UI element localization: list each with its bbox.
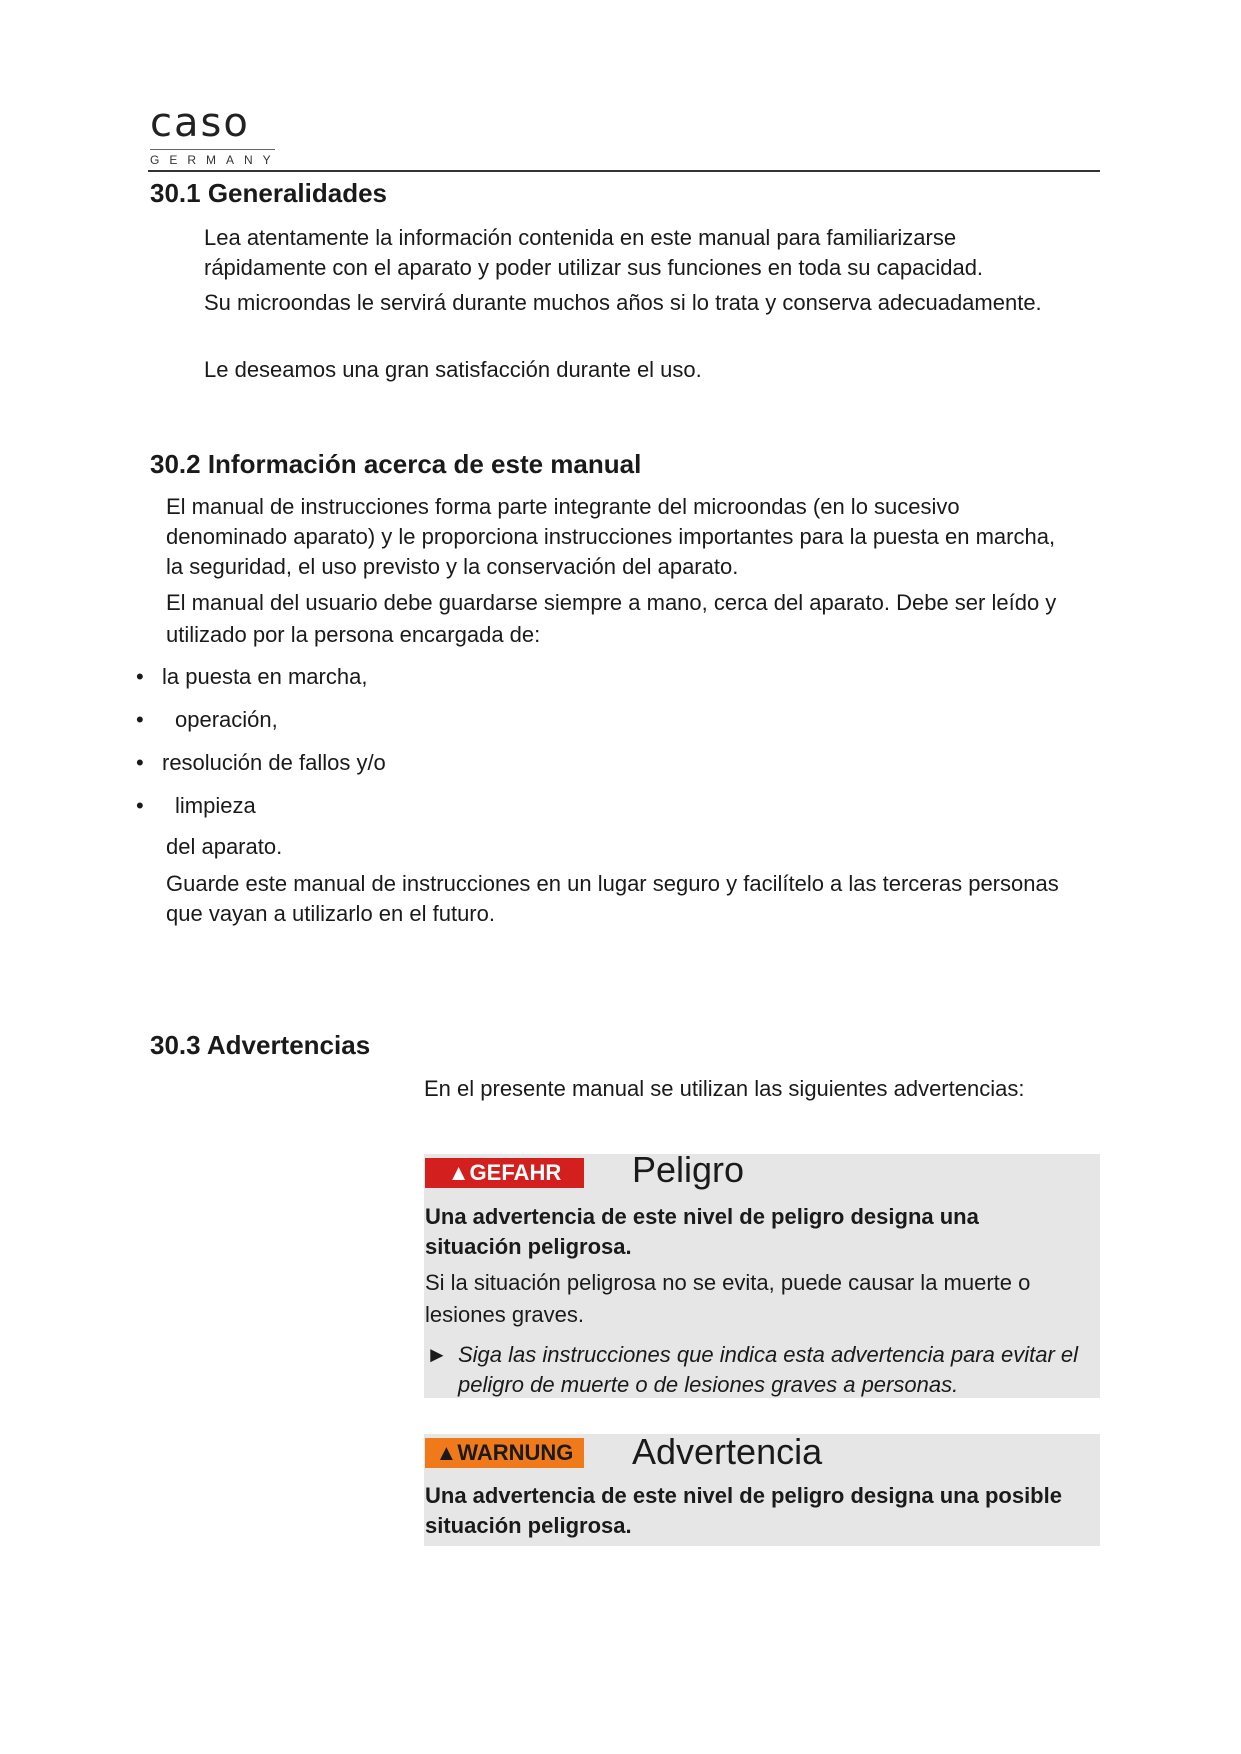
section-heading-informacion: 30.2 Información acerca de este manual xyxy=(150,449,642,479)
warning-box xyxy=(424,1431,1100,1546)
paragraph: El manual del usuario debe guardarse siempre a mano, cerca del aparato. Debe ser leído y utilizado por la persona encargada de: xyxy=(166,590,1057,647)
warning-description: Una advertencia de este nivel de peligro designa una posible situación peligrosa. xyxy=(425,1483,1062,1538)
logo-underline xyxy=(150,149,275,150)
warning-title: Advertencia xyxy=(632,1431,823,1472)
paragraph: En el presente manual se utilizan las siguientes advertencias: xyxy=(424,1076,1025,1101)
paragraph: Guarde este manual de instrucciones en un lugar seguro y facilítelo a las terceras personas que vayan a utilizarlo en el futuro. xyxy=(166,871,1059,926)
bullet-icon: • xyxy=(136,750,144,775)
header-rule xyxy=(148,170,1100,172)
paragraph: Le deseamos una gran satisfacción durante el uso. xyxy=(204,357,702,382)
bullet-icon: • xyxy=(136,793,144,818)
danger-instruction: Siga las instrucciones que indica esta advertencia para evitar el peligro de muerte o de lesiones graves a personas. xyxy=(458,1342,1079,1397)
arrow-icon: ► xyxy=(426,1342,448,1367)
danger-description: Una advertencia de este nivel de peligro designa una situación peligrosa. xyxy=(425,1204,979,1259)
warnung-sign: ▲WARNUNG xyxy=(425,1438,584,1468)
bullet-icon: • xyxy=(136,707,144,732)
danger-consequence: Si la situación peligrosa no se evita, puede causar la muerte o lesiones graves. xyxy=(425,1270,1031,1327)
paragraph: El manual de instrucciones forma parte integrante del microondas (en lo sucesivo denominado aparato) y le proporciona instrucciones importantes para la puesta en marcha, la seguridad, el uso previsto y la conservación del aparato. xyxy=(166,494,1056,579)
section-heading-generalidades: 30.1 Generalidades xyxy=(150,178,388,208)
danger-warning-box xyxy=(424,1149,1100,1398)
danger-title: Peligro xyxy=(632,1149,745,1190)
paragraph: del aparato. xyxy=(166,834,283,859)
section-heading-advertencias: 30.3 Advertencias xyxy=(150,1030,371,1060)
bullet-icon: • xyxy=(136,664,144,689)
caso-logo xyxy=(150,100,281,167)
gefahr-sign: ▲GEFAHR xyxy=(425,1158,584,1188)
logo-subtitle: GERMANY xyxy=(150,153,281,167)
paragraph: Lea atentamente la información contenida en este manual para familiarizarse rápidamente con el aparato y poder utilizar sus funciones en toda su capacidad. xyxy=(204,225,984,280)
paragraph: Su microondas le servirá durante muchos años si lo trata y conserva adecuadamente. xyxy=(204,290,1042,315)
logo-word: caso xyxy=(150,100,250,146)
